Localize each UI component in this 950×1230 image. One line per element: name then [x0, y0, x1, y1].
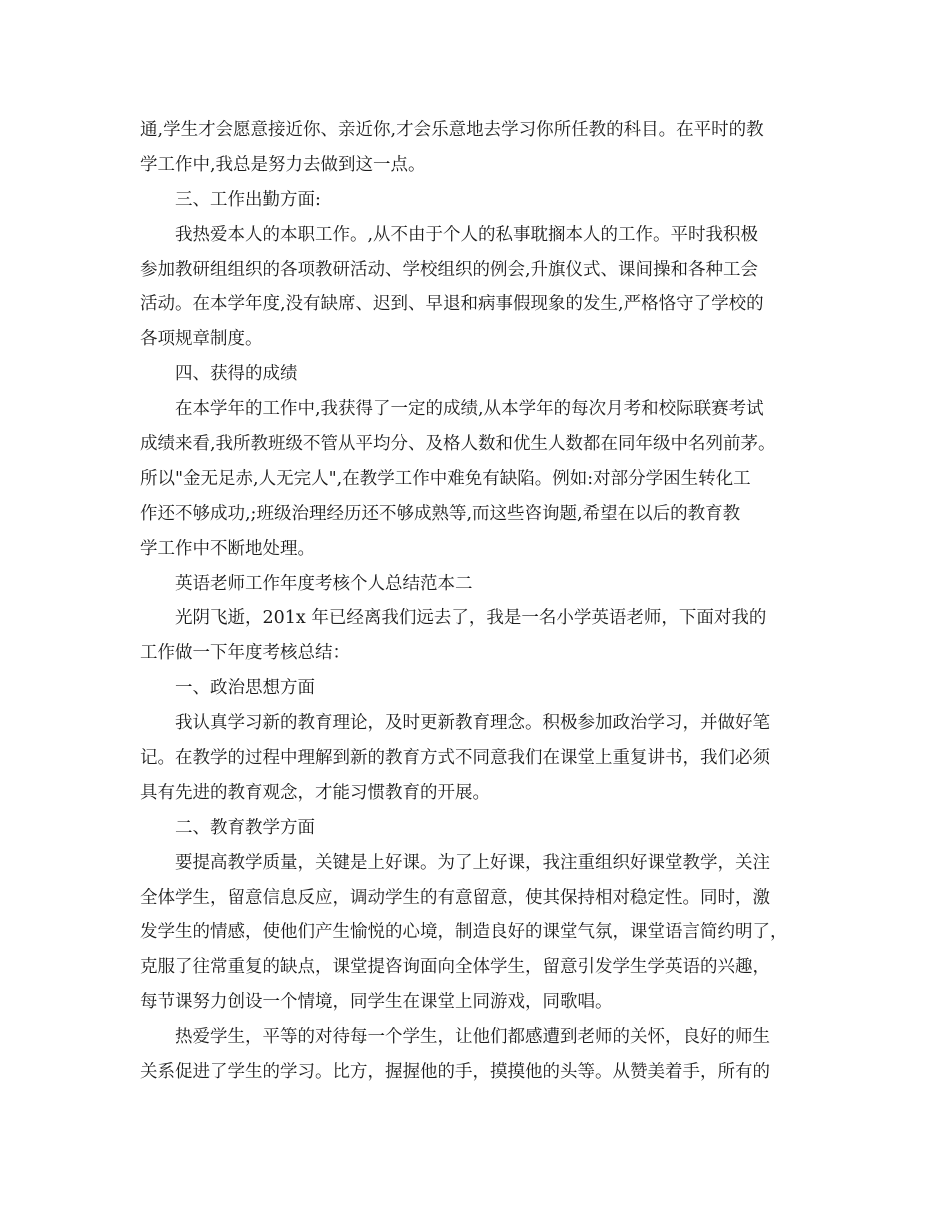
text-line: 作还不够成功,;班级治理经历还不够成熟等,而这些咨询题,希望在以后的教育教: [140, 503, 741, 524]
text-line: 克服了往常重复的缺点，课堂提咨询面向全体学生，留意引发学生学英语的兴趣，: [140, 957, 770, 978]
text-line: 在本学年的工作中,我获得了一定的成绩,从本学年的每次月考和校际联赛考试: [175, 399, 764, 420]
document-body: [140, 113, 820, 1090]
text-line: 所以"金无足赤,人无完人",在教学工作中难免有缺陷。例如:对部分学困生转化工: [140, 468, 751, 489]
text-line: 我认真学习新的教育理论，及时更新教育理念。积极参加政治学习，并做好笔: [175, 713, 770, 734]
text-line: 每节课努力创设一个情境，同学生在课堂上同游戏，同歌唱。: [140, 992, 613, 1013]
text-line: 学工作中不断地处理。: [140, 538, 315, 559]
text-line: 要提高教学质量，关键是上好课。为了上好课，我注重组织好课堂教学，关注: [175, 852, 770, 873]
text-line: 活动。在本学年度,没有缺席、迟到、早退和病事假现象的发生,严格恪守了学校的: [140, 294, 764, 315]
text-line: 具有先进的教育观念，才能习惯教育的开展。: [140, 782, 490, 803]
text-line: 一、政治思想方面: [175, 678, 315, 699]
text-line: 各项规章制度。: [140, 329, 263, 350]
text-line: 热爱学生，平等的对待每一个学生，让他们都感遭到老师的关怀，良好的师生: [175, 1027, 770, 1048]
text-line: 三、工作出勤方面:: [175, 189, 321, 210]
text-line: 全体学生，留意信息反应，调动学生的有意留意，使其保持相对稳定性。同时，激: [140, 887, 770, 908]
text-line: 成绩来看,我所教班级不管从平均分、及格人数和优生人数都在同年级中名列前茅。: [140, 434, 776, 455]
text-line: 关系促进了学生的学习。比方，握握他的手，摸摸他的头等。从赞美着手，所有的: [140, 1062, 770, 1083]
text-line: 四、获得的成绩: [175, 364, 298, 385]
text-line: 工作做一下年度考核总结：: [140, 643, 350, 664]
text-line: 参加教研组组织的各项教研活动、学校组织的例会,升旗仪式、课间操和各种工会: [140, 259, 759, 280]
text-line: 通,学生才会愿意接近你、亲近你,才会乐意地去学习你所任教的科目。在平时的教: [140, 120, 764, 140]
text-line: 发学生的情感，使他们产生愉悦的心境，制造良好的课堂气氛，课堂语言简约明了，: [140, 922, 788, 943]
text-line: 记。在教学的过程中理解到新的教育方式不同意我们在课堂上重复讲书，我们必须: [140, 748, 770, 769]
text-line: 我热爱本人的本职工作。,从不由于个人的私事耽搁本人的工作。平时我积极: [175, 224, 759, 245]
text-line: 英语老师工作年度考核个人总结范本二: [175, 573, 473, 594]
text-line: 二、教育教学方面: [175, 817, 315, 838]
text-line: 学工作中,我总是努力去做到这一点。: [140, 154, 426, 175]
text-line: 光阴飞逝，201x 年已经离我们远去了，我是一名小学英语老师，下面对我的: [175, 608, 767, 629]
